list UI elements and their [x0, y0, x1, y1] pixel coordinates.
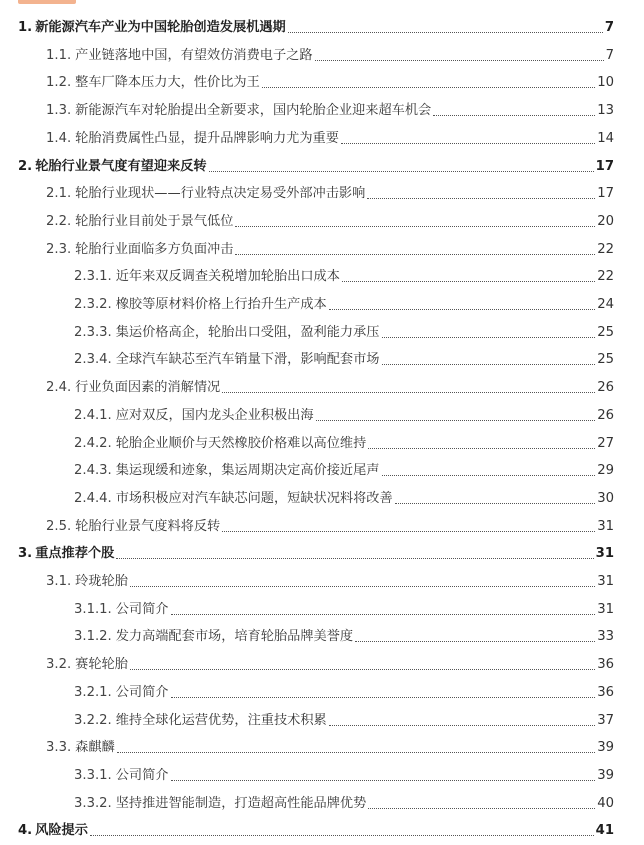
- toc-entry-3-1-2[interactable]: [74, 623, 644, 645]
- toc-entry-2-3[interactable]: [46, 236, 644, 258]
- toc-number: 2.4.2.: [74, 436, 112, 451]
- toc-page-number: 40: [597, 796, 614, 811]
- toc-page-number: 30: [597, 491, 614, 506]
- toc-title: 轮胎企业顺价与天然橡胶价格难以高位维持: [115, 436, 367, 451]
- dot-leader: [90, 835, 594, 836]
- dot-leader: [222, 531, 595, 532]
- toc-number: 2.4.3.: [74, 463, 112, 478]
- toc-number: 3.1.2.: [74, 629, 112, 644]
- toc-number: 2.3.1.: [74, 269, 112, 284]
- dot-leader: [288, 32, 603, 33]
- toc-entry-2-3-2[interactable]: [74, 291, 644, 313]
- toc-title: 全球汽车缺芯至汽车销量下滑，影响配套市场: [115, 352, 380, 367]
- toc-number: 2.4.1.: [74, 408, 112, 423]
- toc-title: 发力高端配套市场，培育轮胎品牌美誉度: [115, 629, 354, 644]
- toc-title: 维持全球化运营优势，注重技术积累: [115, 713, 327, 728]
- toc-title: 集运价格高企，轮胎出口受阻，盈利能力承压: [115, 325, 380, 340]
- dot-leader: [171, 780, 596, 781]
- toc-page-number: 26: [597, 408, 614, 423]
- toc-number: 3.: [18, 546, 33, 561]
- toc-page-number: 7: [604, 20, 614, 35]
- dot-leader: [341, 143, 595, 144]
- toc-title: 公司简介: [115, 685, 169, 700]
- toc-number: 2.: [18, 159, 33, 174]
- toc-page-number: 31: [597, 519, 614, 534]
- toc-number: 1.1.: [46, 48, 72, 63]
- toc-page-number: 17: [597, 186, 614, 201]
- toc-number: 2.4.: [46, 380, 72, 395]
- toc-number: 2.1.: [46, 186, 72, 201]
- toc-page-number: 26: [597, 380, 614, 395]
- toc-number: 2.2.: [46, 214, 72, 229]
- dot-leader: [382, 475, 596, 476]
- toc-page-number: 33: [597, 629, 614, 644]
- dot-leader: [316, 420, 596, 421]
- dot-leader: [262, 87, 595, 88]
- toc-entry-2-2[interactable]: [46, 208, 644, 230]
- toc-entry-3-3[interactable]: [46, 734, 644, 756]
- toc-title: 赛轮轮胎: [75, 657, 128, 672]
- toc-page-number: 27: [597, 436, 614, 451]
- dot-leader: [342, 281, 595, 282]
- dot-leader: [171, 697, 596, 698]
- toc-page-number: 31: [595, 546, 614, 561]
- toc-title: 行业负面因素的消解情况: [75, 380, 221, 395]
- toc-title: 公司简介: [115, 768, 169, 783]
- dot-leader: [382, 337, 596, 338]
- toc-title: 轮胎行业目前处于景气低位: [75, 214, 234, 229]
- toc-page-number: 13: [597, 103, 614, 118]
- toc-entry-2[interactable]: [18, 153, 644, 175]
- toc-number: 1.: [18, 20, 33, 35]
- dot-leader: [117, 752, 595, 753]
- toc-title: 产业链落地中国，有望效仿消费电子之路: [75, 48, 313, 63]
- toc-page-number: 22: [597, 269, 614, 284]
- toc-number: 2.3.3.: [74, 325, 112, 340]
- toc-title: 公司简介: [115, 602, 169, 617]
- toc-title: 应对双反，国内龙头企业积极出海: [115, 408, 314, 423]
- toc-entry-3-3-2[interactable]: [74, 790, 644, 812]
- toc-title: 橡胶等原材料价格上行抬升生产成本: [115, 297, 327, 312]
- toc-page-number: 36: [597, 657, 614, 672]
- toc-entry-1-4[interactable]: [46, 125, 644, 147]
- dot-leader: [382, 364, 596, 365]
- toc-title: 新能源汽车产业为中国轮胎创造发展机遇期: [35, 20, 286, 35]
- toc-entry-1-3[interactable]: [46, 97, 644, 119]
- toc-title: 新能源汽车对轮胎提出全新要求，国内轮胎企业迎来超车机会: [75, 103, 432, 118]
- toc-number: 3.2.: [46, 657, 72, 672]
- toc-entry-3-1-1[interactable]: [74, 596, 644, 618]
- toc-title: 坚持推进智能制造，打造超高性能品牌优势: [115, 796, 367, 811]
- toc-entry-2-3-3[interactable]: [74, 319, 644, 341]
- toc-page-number: 24: [597, 297, 614, 312]
- toc-number: 3.3.: [46, 740, 72, 755]
- dot-leader: [222, 392, 595, 393]
- toc-entry-2-4-3[interactable]: [74, 457, 644, 479]
- toc-entry-2-1[interactable]: [46, 180, 644, 202]
- dot-leader: [130, 669, 595, 670]
- toc-entry-1-2[interactable]: [46, 69, 644, 91]
- toc-entry-2-3-1[interactable]: [74, 263, 644, 285]
- toc-number: 2.3.2.: [74, 297, 112, 312]
- dot-leader: [235, 226, 595, 227]
- toc-page-number: 20: [597, 214, 614, 229]
- toc-number: 3.1.1.: [74, 602, 112, 617]
- dot-leader: [171, 614, 596, 615]
- toc-page-number: 39: [597, 740, 614, 755]
- toc-page-number: 17: [595, 159, 614, 174]
- toc-page-number: 29: [597, 463, 614, 478]
- toc-number: 2.4.4.: [74, 491, 112, 506]
- dot-leader: [315, 60, 604, 61]
- toc-number: 1.4.: [46, 131, 72, 146]
- toc-title: 轮胎行业现状——行业特点决定易受外部冲击影响: [75, 186, 366, 201]
- toc-title: 玲珑轮胎: [75, 574, 128, 589]
- toc-entry-3-2[interactable]: [46, 651, 644, 673]
- dot-leader: [368, 448, 595, 449]
- toc-title: 轮胎行业景气度料将反转: [75, 519, 221, 534]
- dot-leader: [355, 641, 595, 642]
- toc-page-number: 39: [597, 768, 614, 783]
- toc-entry-3[interactable]: [18, 540, 644, 562]
- dot-leader: [209, 171, 594, 172]
- toc-title: 集运现缓和迹象，集运周期决定高价接近尾声: [115, 463, 380, 478]
- toc-number: 4.: [18, 823, 33, 838]
- toc-page-number: 37: [597, 713, 614, 728]
- toc-number: 2.3.: [46, 242, 72, 257]
- toc-entry-2-3-4[interactable]: [74, 346, 644, 368]
- toc-entry-2-4-4[interactable]: [74, 485, 644, 507]
- toc-number: 3.2.1.: [74, 685, 112, 700]
- dot-leader: [329, 725, 595, 726]
- toc-page-number: 41: [595, 823, 614, 838]
- toc-entry-1-1[interactable]: [46, 42, 644, 64]
- toc-entry-3-2-2[interactable]: [74, 707, 644, 729]
- dot-leader: [235, 254, 595, 255]
- toc-entry-3-3-1[interactable]: [74, 762, 644, 784]
- toc-page-number: 31: [597, 574, 614, 589]
- dot-leader: [329, 309, 595, 310]
- toc-page-number: 14: [597, 131, 614, 146]
- toc-page-number: 31: [597, 602, 614, 617]
- toc-page-number: 25: [597, 325, 614, 340]
- dot-leader: [368, 808, 595, 809]
- toc-entry-1[interactable]: [18, 14, 644, 36]
- toc-page-number: 7: [605, 48, 614, 63]
- toc-entry-2-4[interactable]: [46, 374, 644, 396]
- toc-title: 市场积极应对汽车缺芯问题，短缺状况料将改善: [115, 491, 393, 506]
- header-accent-bar: [18, 0, 76, 4]
- toc-entry-2-4-2[interactable]: [74, 430, 644, 452]
- toc-page-number: 22: [597, 242, 614, 257]
- toc-entry-3-1[interactable]: [46, 568, 644, 590]
- dot-leader: [395, 503, 596, 504]
- toc-title: 轮胎消费属性凸显，提升品牌影响力尤为重要: [75, 131, 339, 146]
- dot-leader: [367, 198, 595, 199]
- toc-number: 3.3.2.: [74, 796, 112, 811]
- toc-entry-4[interactable]: [18, 817, 644, 839]
- dot-leader: [433, 115, 595, 116]
- toc-number: 1.3.: [46, 103, 72, 118]
- dot-leader: [130, 586, 595, 587]
- toc-number: 3.3.1.: [74, 768, 112, 783]
- toc-title: 整车厂降本压力大，性价比为王: [75, 75, 260, 90]
- toc-number: 3.1.: [46, 574, 72, 589]
- toc-title: 轮胎行业景气度有望迎来反转: [35, 159, 207, 174]
- toc-number: 2.5.: [46, 519, 72, 534]
- toc-entry-2-5[interactable]: [46, 513, 644, 535]
- toc-page-number: 25: [597, 352, 614, 367]
- toc-number: 1.2.: [46, 75, 72, 90]
- toc-title: 森麒麟: [75, 740, 115, 755]
- toc-title: 近年来双反调查关税增加轮胎出口成本: [115, 269, 340, 284]
- toc-number: 3.2.2.: [74, 713, 112, 728]
- toc-title: 风险提示: [35, 823, 88, 838]
- toc-page-number: 36: [597, 685, 614, 700]
- toc-title: 重点推荐个股: [35, 546, 115, 561]
- toc-number: 2.3.4.: [74, 352, 112, 367]
- toc-entry-2-4-1[interactable]: [74, 402, 644, 424]
- toc-entry-3-2-1[interactable]: [74, 679, 644, 701]
- toc-title: 轮胎行业面临多方负面冲击: [75, 242, 234, 257]
- dot-leader: [116, 558, 593, 559]
- toc-page-number: 10: [597, 75, 614, 90]
